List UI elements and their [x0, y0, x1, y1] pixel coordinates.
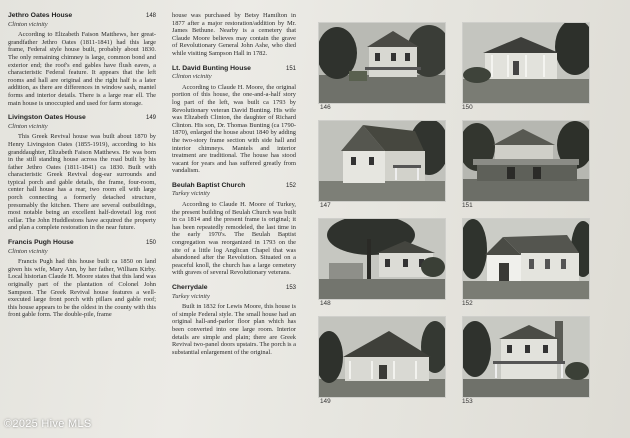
entry-jethro-oates-house	[8, 12, 156, 107]
entry-body: This Greek Revival house was built about 1870 by Henry Livingston Oates (1855-1919), according to his granddaughter, Elizabeth Faison Matthews. He was born in the still standing house across the road built by his father Jethro Oates (1811-1841) ca 1830. Built with characteristic Greek Revival dog-ear surrounds and typical porch and gable details, the frame, four-room, center hall house has a rear, two room ell with large porch connecting a formerly detached structure, presumably the kitchen. There are several outbuildings, most notable being an excellent half-dovetail log root cellar. The John Huddlestons have acquired the property and plan a complete restoration in the near future.	[8, 133, 156, 232]
photo-caption: 152	[462, 300, 473, 307]
photo-caption: 150	[462, 104, 473, 111]
entry-body: According to Claude H. Moore, the original portion of this house, the one-and-a-half story log part of the left, was built ca 1793 by Revolutionary veteran David Bunting. His wife was Elizabeth Clinton, the daughter of Richard Clinton. His son, Dr. Thomas Bunting (ca 1790-1870), enlarged the house about 1840 by adding the two-story frame section with side hall and interior chimneys. Mantels and interior treatment are traditional. The house has stood vacant for years and has suffered greatly from vandalism.	[172, 83, 296, 175]
photo-caption: 147	[320, 202, 331, 209]
entry-number: 153	[285, 285, 296, 291]
greek-revival-house-with-porch-photo	[462, 22, 590, 104]
entry-body: Built in 1832 for Lewis Moore, this house is of simple Federal style. The small house had an original hall-and-parlor floor plan which has been converted into one large room. Interior details are simple and plain; there are Greek Revival two-panel doors upstairs. The porch is a substantial enlargement of the original.	[172, 303, 296, 356]
entry-livingston-oates-house	[8, 114, 156, 232]
entry-number: 149	[145, 115, 156, 122]
house-under-large-tree-photo	[318, 218, 446, 300]
gabled-house-with-porch-photo	[318, 316, 446, 398]
entry-cherrydale	[172, 284, 296, 356]
entry-title: Jethro Oates House	[8, 12, 73, 19]
entry-lt-david-bunting-house	[172, 65, 296, 175]
entry-francis-pugh-house	[8, 239, 156, 319]
entry-title: Cherrydale	[172, 284, 208, 291]
photo-caption: 151	[462, 202, 473, 209]
entry-vicinity: Clinton vicinity	[8, 122, 48, 130]
entry-body: According to Elizabeth Faison Matthews, her great-grandfather Jethro Oates (1811-1841) had this large frame, Federal style house built, probably about 1830. The only remaining chimney is large, common bond and exterior end; the roof's end gables have flush eaves, a characteristic Federal feature. It appears that the left rooms and hall are original and the right half is a later addition, as there are differences in window sash, mantel forms and interior details. There is a large rear ell. The main house is unoccupied and used for farm storage.	[8, 31, 156, 107]
entry-title: Lt. David Bunting House	[172, 64, 251, 72]
entry-vicinity: Turkey vicinity	[172, 292, 210, 300]
entry-number: 148	[145, 13, 156, 19]
farmhouse-with-outbuildings-photo	[462, 120, 590, 202]
entry-vicinity: Clinton vicinity	[8, 20, 48, 28]
entry-number: 151	[285, 65, 296, 72]
entry-vicinity: Turkey vicinity	[172, 190, 210, 198]
two-story-frame-house-photo	[318, 120, 446, 202]
two-story-house-with-trees-photo	[318, 22, 446, 104]
entry-title: Beulah Baptist Church	[172, 181, 246, 189]
photo-caption: 153	[462, 398, 473, 405]
entry-vicinity: Clinton vicinity	[172, 73, 212, 81]
two-story-house-with-chimney-photo	[462, 316, 590, 398]
photo-caption: 146	[320, 104, 331, 111]
photo-caption: 149	[320, 398, 331, 405]
white-frame-church-photo	[462, 218, 590, 300]
photo-caption: 148	[320, 300, 331, 307]
entry-number: 152	[285, 182, 296, 189]
entry-title: Livingston Oates House	[8, 114, 86, 122]
entry-body: house was purchased by Betsy Hamilton in 1877 after a major restoration/addition by Mr. James Bethune. Nearby is a cemetery that Claude Moore believes may contain the grave of Revolutionary General John Ashe, who died while visiting Sampson Hall in 1782.	[172, 12, 296, 57]
text-column-left	[8, 12, 156, 326]
entry-continuation	[172, 12, 296, 58]
entry-vicinity: Clinton vicinity	[8, 247, 48, 255]
entry-beulah-baptist-church	[172, 182, 296, 277]
entry-body: According to Claude H. Moore of Turkey, the present building of Beulah Church was built in ca 1814 and the present frame is original; it has been repeatedly remodeled, the last time in the early 1970's. The Beulah Baptist congregation was reorganized in 1793 on the site of a little log Anglican Chapel that was abandoned after the Revolution. Situated on a peaceful knoll, the church has a large cemetery with graves of several Revolutionary veterans.	[172, 201, 296, 277]
watermark: ©2025 Hive MLS	[4, 418, 92, 430]
text-column-middle	[172, 12, 296, 363]
photo-grid	[316, 22, 616, 432]
entry-title: Francis Pugh House	[8, 239, 74, 247]
entry-body: Francis Pugh had this house built ca 1850 on land given his wife, Mary Ann, by her father, William Kirby. Local historian Claude H. Moore states that this land was originally part of the plantation of Colonel John Sampson. The Greek Revival house features a well-executed large front porch with pillars and gable roof; this house appears to be the oldest in the county with this front gable form. The double-pile, frame	[8, 258, 156, 319]
entry-number: 150	[145, 240, 156, 247]
